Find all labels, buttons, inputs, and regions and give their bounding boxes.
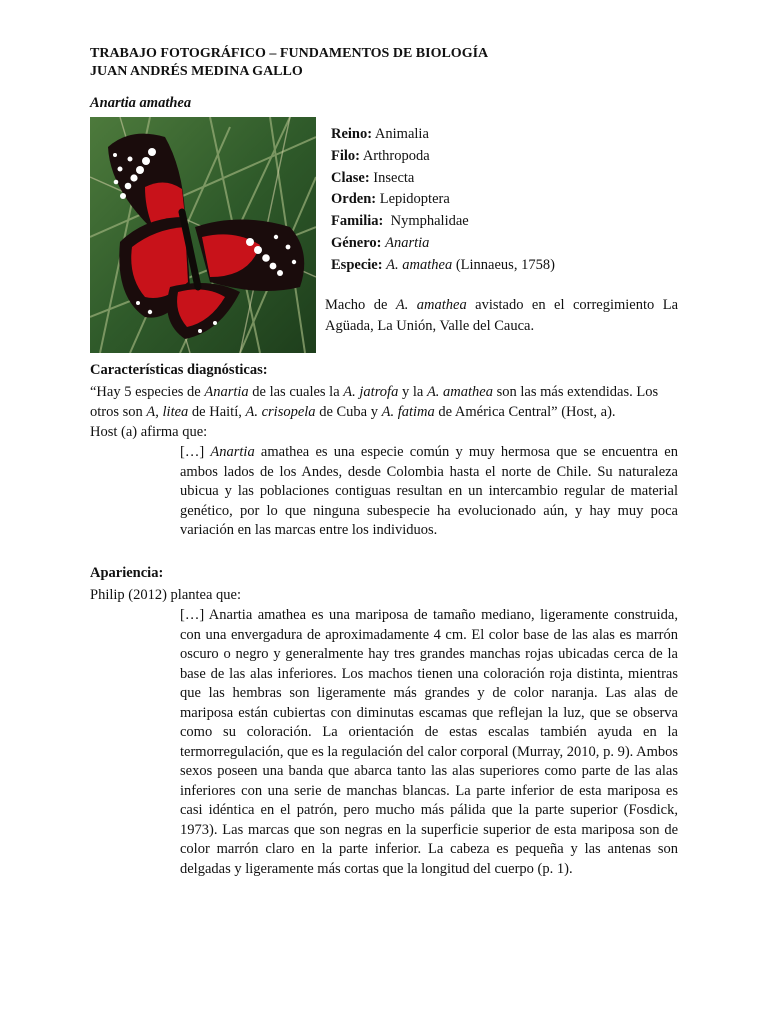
orden-label: Orden: xyxy=(331,191,377,208)
genero-label: Género: xyxy=(331,234,382,251)
quote-text: de América Central” (Host, a). xyxy=(434,404,616,420)
butterfly-photo xyxy=(90,117,316,353)
appearance-block-quote: […] Anartia amathea es una mariposa de tamaño mediano, ligeramente construida, con una envergadura de aproximadamente 4 cm. El color base de las alas es marrón oscuro o negro y generalmente hay tres grandes manchas rojas ubicadas cerca de la base de las alas inferiores. Los machos tienen una coloración roja distinta, mientras que las hembras son ligeramente más grandes y de color naranja. Las alas de mariposa están cubiertas con diminutas escamas que reflejan la luz, que se observa como su coloración. La orientación de estas escalas también ayuda en la termorregulación, que es la regulación del calor corporal (Murray, 2010, p. 9). Ambos sexos poseen una banda que abarca tanto las alas superiores como parte de las alas inferiores con una serie de manchas blancas. La parte inferior de esta mariposa es casi idéntica en el patrón, pero mucho más pálida que la parte superior (Fosdick, 1973). Las marcas que son negras en la superficie superior de esta mariposa son de color marrón claro en la parte inferior. La cabeza es pequeña y las antenas son delgadas y ligeramente más cortas que la longitud del cuerpo (p. 1). xyxy=(180,607,678,877)
header-course-title: TRABAJO FOTOGRÁFICO – FUNDAMENTOS DE BIOLOGÍA xyxy=(90,46,489,61)
especie-value: A. amathea xyxy=(386,256,453,273)
quote-species: A, litea xyxy=(146,404,189,420)
quote-text: de las cuales la xyxy=(248,384,344,400)
reino-value: Animalia xyxy=(374,126,429,142)
quote-text: de Cuba y xyxy=(315,404,382,420)
host-intro: Host (a) afirma que: xyxy=(90,424,208,440)
taxonomy-genero xyxy=(331,233,555,255)
taxonomy-familia xyxy=(331,211,555,233)
clase-value: Insecta xyxy=(373,169,415,186)
reino-label: Reino: xyxy=(331,126,373,142)
especie-label: Especie: xyxy=(331,256,383,273)
document-header xyxy=(90,45,488,81)
taxonomy-clase xyxy=(331,168,555,190)
taxonomy-filo xyxy=(331,146,555,168)
genero-value: Anartia xyxy=(385,234,430,251)
quote-text: “Hay 5 especies de xyxy=(90,384,205,400)
familia-value: Nymphalidae xyxy=(390,213,469,230)
diagnostic-quote xyxy=(90,382,678,422)
caption-text-2: avistado en el corregimiento La Agüada, La Unión, Valle del Cauca. xyxy=(325,297,679,334)
caption-text-1: Macho de xyxy=(325,297,396,313)
orden-value: Lepidoptera xyxy=(379,191,450,208)
quote-species: A. crisopela xyxy=(245,404,316,420)
especie-author: (Linnaeus, 1758) xyxy=(455,256,555,273)
host-block-quote xyxy=(180,443,678,541)
filo-label: Filo: xyxy=(331,147,360,164)
taxonomy-list xyxy=(331,124,555,277)
quote-text: de Haití, xyxy=(188,404,246,420)
quote-genus: Anartia xyxy=(204,384,249,400)
familia-label: Familia: xyxy=(331,213,384,230)
block-text: amathea es una especie común y muy hermosa que se encuentra en ambos lados de los Andes, desde Colombia hasta el norte de Chile. Su naturaleza ubicua y las poblaciones contiguas resultan en un intercambio regular de material genético, por lo que ninguna subespecie ha evolucionado aún, y hay muy poca variación en las marcas entre los individuos. xyxy=(180,444,678,538)
species-title: Anartia amathea xyxy=(90,95,192,111)
caption-species: A. amathea xyxy=(395,297,467,313)
appearance-heading: Apariencia: xyxy=(90,565,164,581)
quote-species: A. fatima xyxy=(381,404,435,420)
taxonomy-reino xyxy=(331,124,555,146)
photo-caption xyxy=(325,295,678,337)
header-author-name: JUAN ANDRÉS MEDINA GALLO xyxy=(90,64,303,79)
taxonomy-especie xyxy=(331,255,555,277)
quote-species: A. jatrofa xyxy=(343,384,399,400)
clase-label: Clase: xyxy=(331,169,370,186)
quote-species: A. amathea xyxy=(426,384,493,400)
diagnostic-heading: Características diagnósticas: xyxy=(90,362,268,378)
filo-value: Arthropoda xyxy=(362,147,430,164)
block-genus: Anartia xyxy=(210,444,255,460)
quote-text: son las más extendidas. Los otros son xyxy=(90,384,659,420)
block-ellipsis: […] xyxy=(180,444,211,460)
appearance-intro: Philip (2012) plantea que: xyxy=(90,587,242,603)
taxonomy-orden xyxy=(331,189,555,211)
quote-text: y la xyxy=(398,384,427,400)
